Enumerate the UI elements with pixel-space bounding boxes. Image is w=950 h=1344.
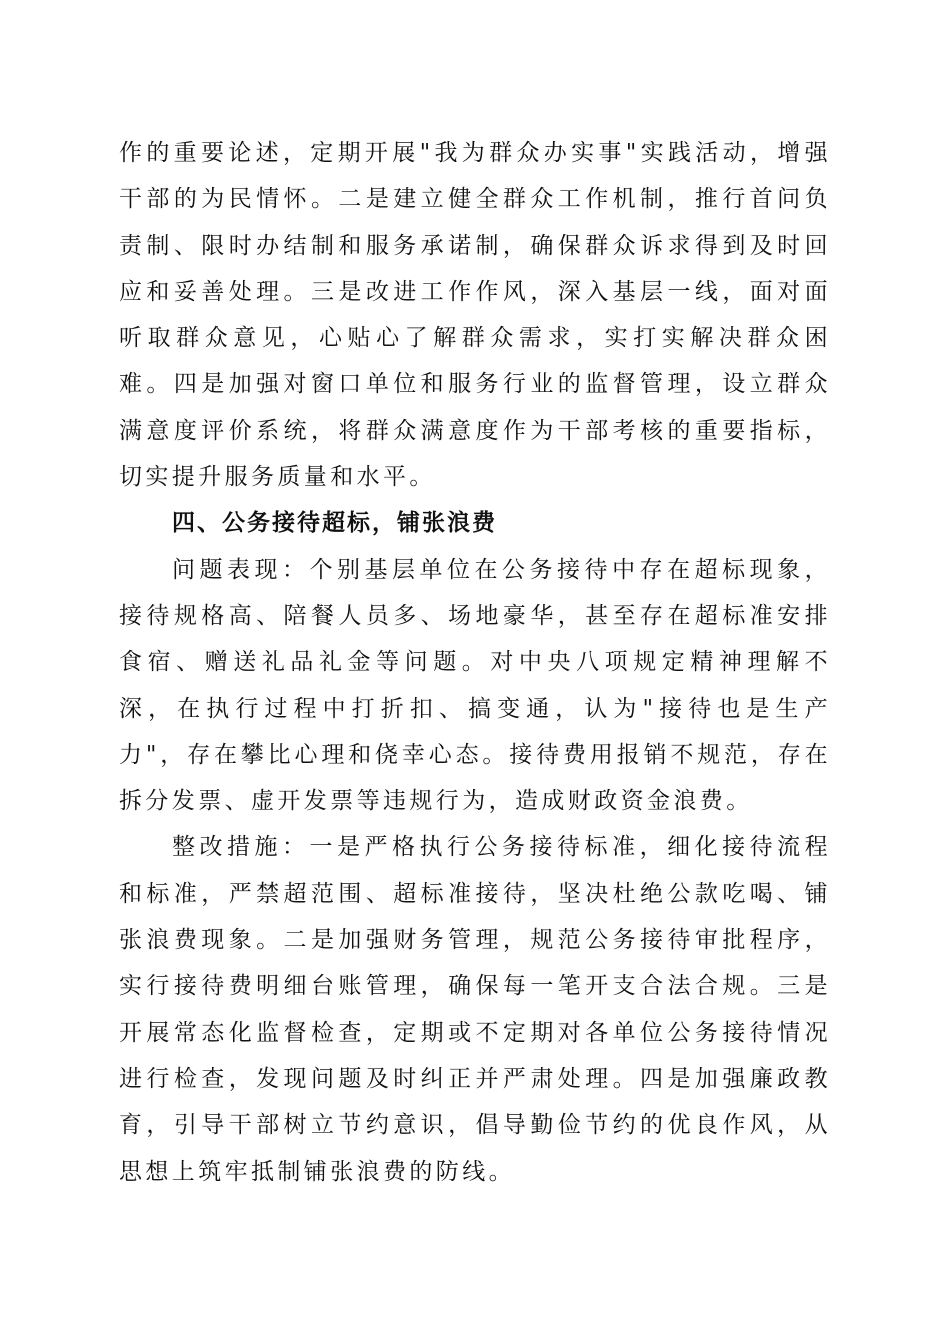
paragraph-continuation: 作的重要论述，定期开展"我为群众办实事"实践活动，增强干部的为民情怀。二是建立健全群众工作机制，推行首问负责制、限时办结制和服务承诺制，确保群众诉求得到及时回应和妥善处理。三是改进工作作风，深入基层一线，面对面听取群众意见，心贴心了解群众需求，实打实解决群众困难。四是加强对窗口单位和服务行业的监督管理，设立群众满意度评价系统，将群众满意度作为干部考核的重要指标，切实提升服务质量和水平。 [119,140,831,491]
paragraph-problem: 问题表现：个别基层单位在公务接待中存在超标现象，接待规格高、陪餐人员多、场地豪华，甚至存在超标准安排食宿、赠送礼品礼金等问题。对中央八项规定精神理解不深，在执行过程中打折扣、搞变通，认为"接待也是生产力"，存在攀比心理和侥幸心态。接待费用报销不规范，存在拆分发票、虚开发票等违规行为，造成财政资金浪费。 [119,556,831,815]
section-heading: 四、公务接待超标，铺张浪费 [172,510,497,537]
paragraph-measures: 整改措施：一是严格执行公务接待标准，细化接待流程和标准，严禁超范围、超标准接待，坚决杜绝公款吃喝、铺张浪费现象。二是加强财务管理，规范公务接待审批程序，实行接待费明细台账管理，确保每一笔开支合法合规。三是开展常态化监督检查，定期或不定期对各单位公务接待情况进行检查，发现问题及时纠正并严肃处理。四是加强廉政教育，引导干部树立节约意识，倡导勤俭节约的优良作风，从思想上筑牢抵制铺张浪费的防线。 [119,834,831,1185]
document-body [119,130,831,1195]
